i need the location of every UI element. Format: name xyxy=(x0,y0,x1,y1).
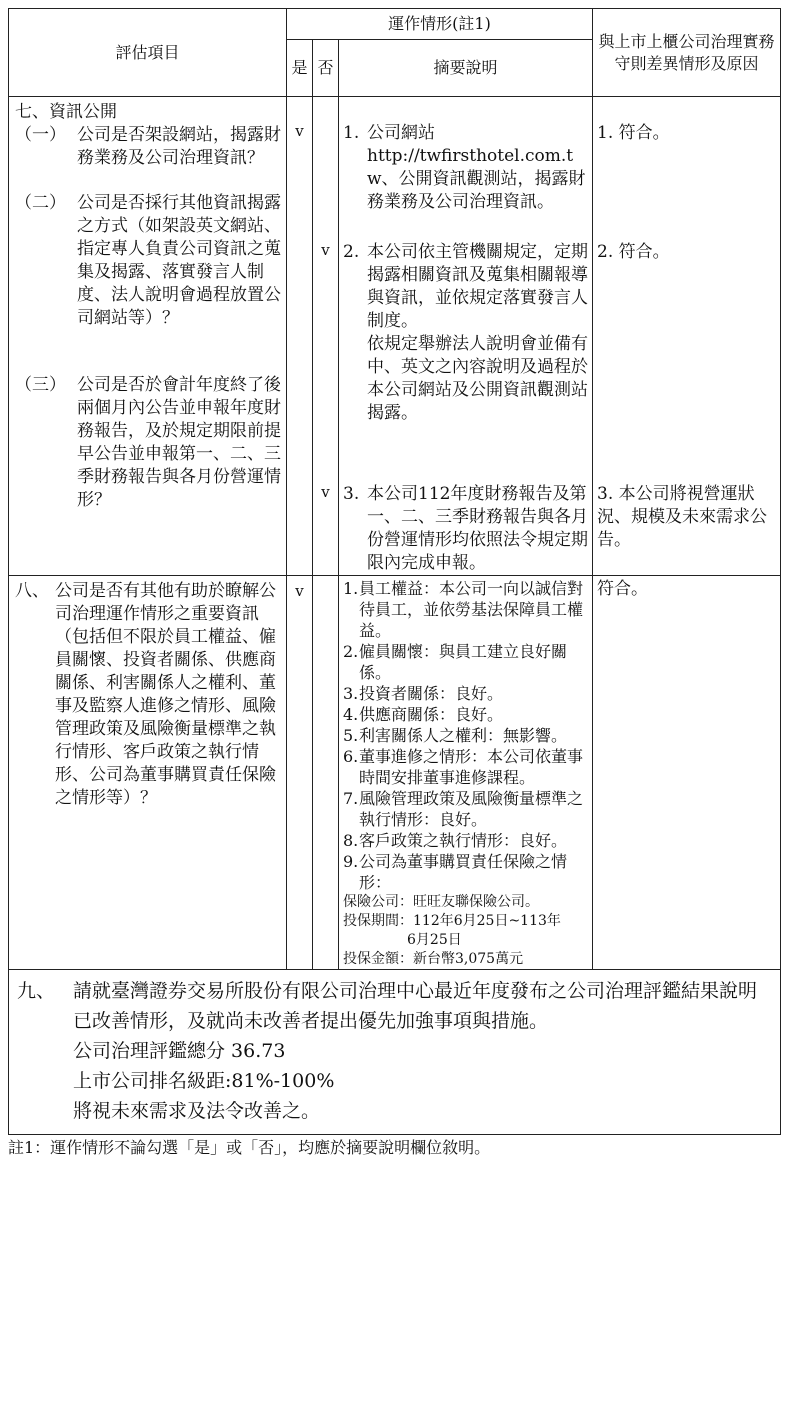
footnote: 註1：運作情形不論勾選「是」或「否」，均應於摘要說明欄位敘明。 xyxy=(8,1138,491,1157)
s8-point xyxy=(343,725,590,746)
s7-item2-yes xyxy=(287,239,312,481)
s7-item1-question: 公司是否架設網站，揭露財務業務及公司治理資訊？ xyxy=(77,125,281,168)
s7-item3-num: （三） xyxy=(15,375,66,395)
s8-point-num: 4. xyxy=(343,705,359,724)
section7-row xyxy=(9,97,781,576)
s8-point xyxy=(343,578,590,641)
section8-item-cell xyxy=(9,576,287,970)
s8-point xyxy=(343,704,590,725)
section9-row xyxy=(9,970,781,1135)
s7-summary1-line1: 公司網站 xyxy=(367,123,435,143)
header-yes: 是 xyxy=(287,40,313,97)
s7-item2-num: （二） xyxy=(15,193,66,213)
s8-point-text: 客戶政策之執行情形：良好。 xyxy=(359,831,568,850)
s7-summary2-line1: 本公司依主管機關規定，定期揭露相關資訊及蒐集相關報導與資訊，並依規定落實發言人制度。 xyxy=(367,242,588,331)
s8-point-text: 供應商關係：良好。 xyxy=(359,705,504,724)
s8-question: 公司是否有其他有助於瞭解公司治理運作情形之重要資訊（包括但不限於員工權益、僱員關懷、投資者關係、供應商關係、利害關係人之權利、董事及監察人進修之情形、風險管理政策及風險衡量標準之執行情形、客戶政策之執行情形、公司為董事購買責任保險之情形等）？ xyxy=(55,581,276,808)
section7-summary-cell xyxy=(339,97,593,576)
s7-item2-no: v xyxy=(321,241,330,259)
header-operation: 運作情形(註1) xyxy=(287,9,593,40)
s7-summary1-num: 1. xyxy=(343,123,360,143)
header-row-1 xyxy=(9,9,781,40)
header-summary: 摘要說明 xyxy=(339,40,593,97)
s7-item2 xyxy=(15,192,282,330)
s7-item1-no xyxy=(313,120,338,239)
s7-item1-yes: v xyxy=(295,122,304,140)
s7-summary2-line2: 依規定舉辦法人說明會並備有中、英文之內容說明及過程於本公司網站及公開資訊觀測站揭露。 xyxy=(367,334,588,423)
s8-point-num: 6. xyxy=(343,747,359,766)
s9-num: 九、 xyxy=(17,980,56,1002)
s8-point-num: 1. xyxy=(343,579,359,598)
s8-point-text: 風險管理政策及風險衡量標準之執行情形：良好。 xyxy=(359,789,584,829)
s8-insurance-amount: 投保金額：新台幣3,075萬元 xyxy=(343,951,524,967)
s9-lead xyxy=(17,976,774,1036)
section7-items-cell xyxy=(9,97,287,576)
s7-summary1-line2: http://twfirsthotel.com.tw、公開資訊觀測站，揭露財務業務及公司治理資訊。 xyxy=(367,146,586,212)
s7-summary3 xyxy=(343,483,590,575)
s8-point-num: 2. xyxy=(343,642,359,661)
s7-diff2: 2. 符合。 xyxy=(597,242,670,262)
s8-point-num: 3. xyxy=(343,684,359,703)
s7-diff3: 3. 本公司將視營運狀況、規模及未來需求公告。 xyxy=(597,484,768,550)
s8-insurance-period-cont: 6月25日 xyxy=(407,932,462,948)
s8-point xyxy=(343,851,590,893)
s8-item xyxy=(15,580,282,810)
s7-summary2 xyxy=(343,241,590,483)
s8-point-text: 公司為董事購買責任保險之情形： xyxy=(359,852,568,892)
s7-item1 xyxy=(15,124,282,170)
s7-diff1: 1. 符合。 xyxy=(597,123,670,143)
s9-rank: 上市公司排名級距:81%-100% xyxy=(73,1070,335,1092)
s8-point xyxy=(343,683,590,704)
s7-summary3-num: 3. xyxy=(343,484,360,504)
s8-point-num: 8. xyxy=(343,831,359,850)
s9-plan: 將視未來需求及法令改善之。 xyxy=(73,1100,321,1122)
header-diff: 與上市上櫃公司治理實務守則差異情形及原因 xyxy=(593,9,781,97)
section7-no-cell xyxy=(313,97,339,576)
s7-item2-question: 公司是否採行其他資訊揭露之方式（如架設英文網站、指定專人負責公司資訊之蒐集及揭露、落實發言人制度、法人說明會過程放置公司網站等）？ xyxy=(77,193,281,328)
section8-row xyxy=(9,576,781,970)
s7-item3-question: 公司是否於會計年度終了後兩個月內公告並申報年度財務報告，及於規定期限前提早公告並申報第一、二、三季財務報告與各月份營運情形？ xyxy=(77,375,281,510)
s7-item3 xyxy=(15,374,282,512)
s7-item1-num: （一） xyxy=(15,125,66,145)
section7-yes-cell xyxy=(287,97,313,576)
governance-table-wrapper xyxy=(8,8,780,1159)
s8-point xyxy=(343,830,590,851)
s8-points-list xyxy=(343,578,590,893)
s8-insurance-company: 保險公司：旺旺友聯保險公司。 xyxy=(343,894,539,910)
s8-point-text: 投資者關係：良好。 xyxy=(359,684,504,703)
section8-summary-cell xyxy=(339,576,593,970)
s8-no xyxy=(313,576,339,970)
section7-diff-cell xyxy=(593,97,781,576)
s8-point-text: 董事進修之情形：本公司依董事時間安排董事進修課程。 xyxy=(359,747,584,787)
s8-point xyxy=(343,746,590,788)
s9-score: 公司治理評鑑總分 36.73 xyxy=(73,1040,286,1062)
s8-yes: v xyxy=(287,576,313,970)
s8-point-text: 利害關係人之權利：無影響。 xyxy=(359,726,568,745)
s8-point-num: 5. xyxy=(343,726,359,745)
s8-diff: 符合。 xyxy=(593,576,781,970)
s8-point-num: 9. xyxy=(343,852,359,871)
s7-summary2-num: 2. xyxy=(343,242,360,262)
s8-insurance-period: 投保期間：112年6月25日~113年 xyxy=(343,913,561,929)
header-item: 評估項目 xyxy=(9,9,287,97)
s8-point-text: 員工權益：本公司一向以誠信對待員工，並依勞基法保障員工權益。 xyxy=(359,579,584,640)
s8-point-num: 7. xyxy=(343,789,359,808)
s8-num: 八、 xyxy=(15,581,49,601)
s9-text: 請就臺灣證券交易所股份有限公司治理中心最近年度發布之公司治理評鑑結果說明已改善情形，及就尚未改善者提出優先加強事項與措施。 xyxy=(73,980,758,1032)
header-no: 否 xyxy=(313,40,339,97)
governance-table xyxy=(8,8,781,1135)
s8-point xyxy=(343,641,590,683)
section7-title: 七、資訊公開 xyxy=(15,102,117,122)
s8-point-text: 僱員關懷：與員工建立良好關係。 xyxy=(359,642,568,682)
s7-summary1 xyxy=(343,122,590,241)
s7-item3-no: v xyxy=(321,483,330,501)
s7-summary3-text: 本公司112年度財務報告及第一、二、三季財務報告與各月份營運情形均依照法令規定期限內完成申報。 xyxy=(367,484,588,573)
section9-cell xyxy=(9,970,781,1135)
s8-point xyxy=(343,788,590,830)
